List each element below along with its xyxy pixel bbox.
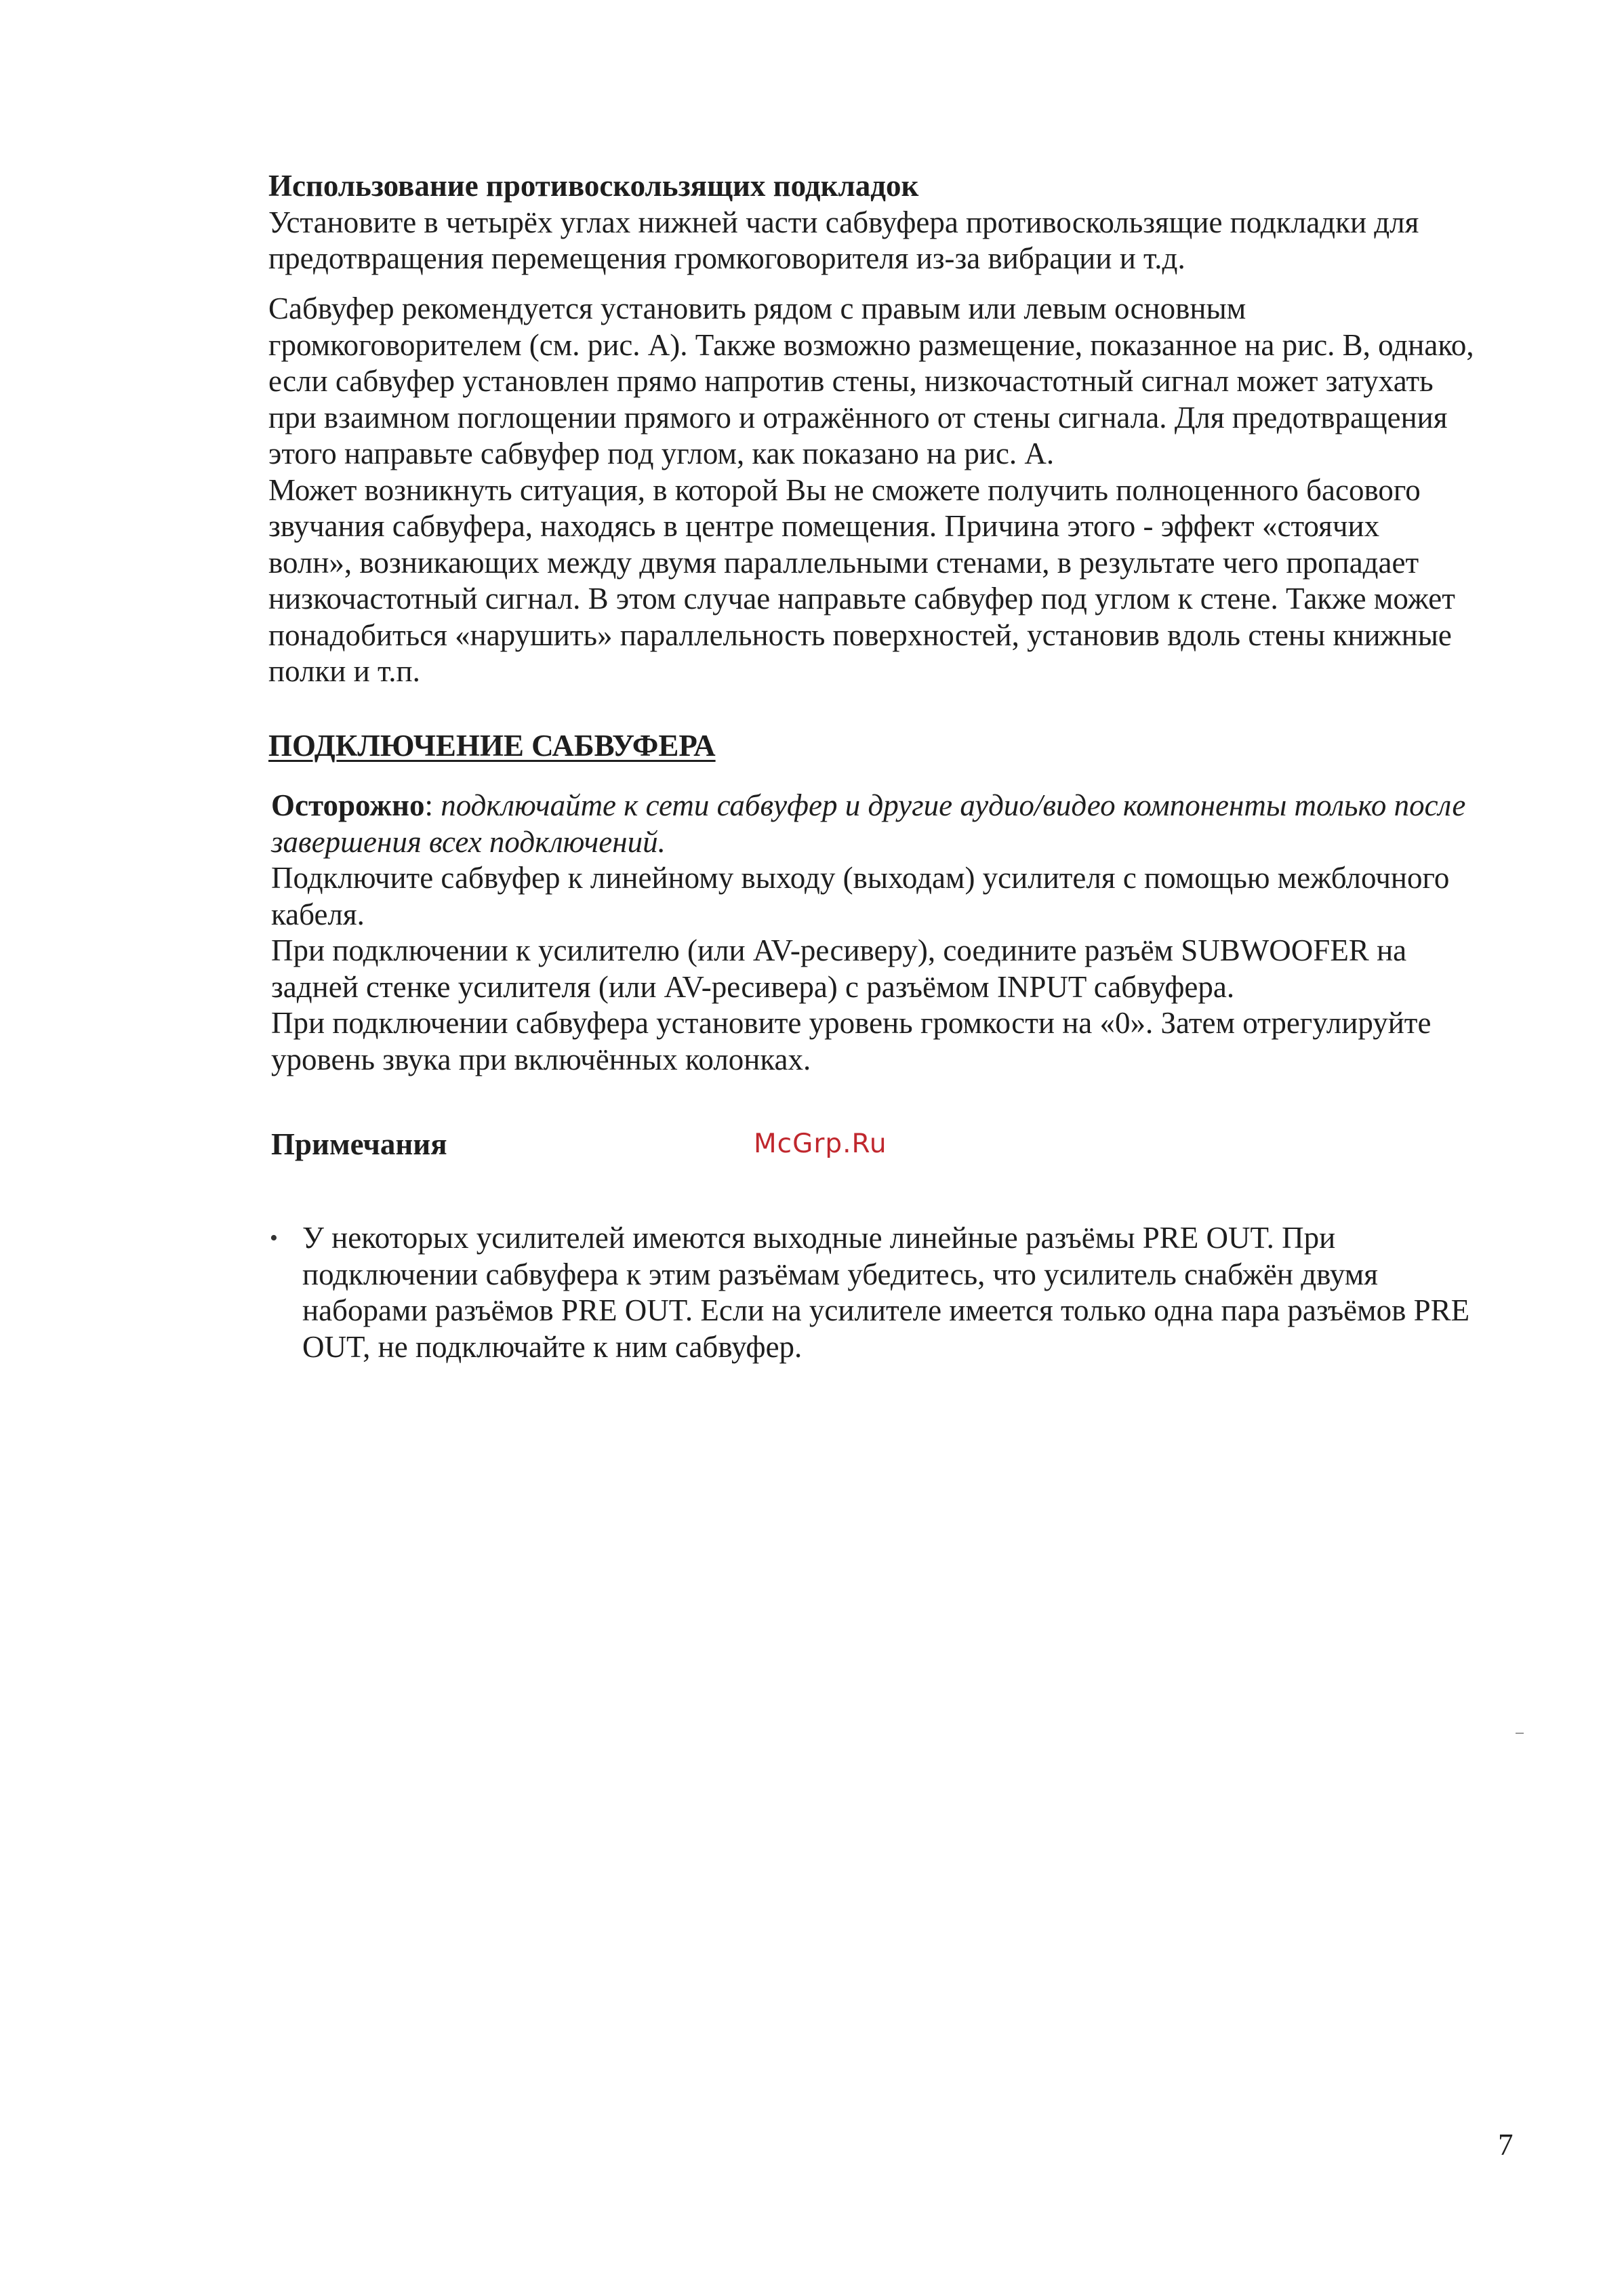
connection-section — [271, 788, 1532, 1078]
text-line: предотвращения перемещения громкоговорителя из-за вибрации и т.д. — [268, 241, 1185, 275]
text-line: Может возникнуть ситуация, в которой Вы не сможете получить полноценного басового — [268, 472, 1421, 507]
text-line: понадобиться «нарушить» параллельность поверхностей, установив вдоль стены книжные — [268, 618, 1452, 652]
text-line: низкочастотный сигнал. В этом случае направьте сабвуфер под углом к стене. Также может — [268, 582, 1455, 615]
text-line: при взаимном поглощении прямого и отражённого от стены сигнала. Для предотвращения — [268, 400, 1448, 435]
caution-text: подключайте к сети сабвуфер и другие аудио/видео компоненты только после — [441, 788, 1466, 822]
caution-colon: : — [424, 788, 441, 822]
text-line: волн», возникающих между двумя параллельными стенами, в результате чего пропадает — [268, 545, 1419, 580]
text-line: наборами разъёмов PRE OUT. Если на усилителе имеется только одна пара разъёмов PRE — [302, 1293, 1470, 1327]
text-line: задней стенке усилителя (или AV-ресивера) с разъёмом INPUT сабвуфера. — [271, 969, 1235, 1004]
text-line: этого направьте сабвуфер под углом, как показано на рис. А. — [268, 437, 1055, 470]
text-line: При подключении к усилителю (или AV-ресиверу), соедините разъём SUBWOOFER на — [271, 933, 1407, 967]
text-line: OUT, не подключайте к ним сабвуфер. — [302, 1329, 803, 1364]
text-line: полки и т.п. — [268, 654, 420, 688]
text-line: кабеля. — [271, 897, 365, 931]
notes-title: Примечания — [271, 1127, 447, 1161]
section-anti-slip — [268, 168, 1529, 277]
text-line: громкоговорителем (см. рис. А). Также возможно размещение, показанное на рис. В, однако, — [268, 327, 1474, 362]
scan-speck — [1516, 1733, 1524, 1734]
text-line: подключении сабвуфера к этим разъёмам убедитесь, что усилитель снабжён двумя — [302, 1257, 1378, 1291]
caution-text-continued: завершения всех подключений. — [271, 824, 666, 859]
text-line: Установите в четырёх углах нижней части сабвуфера противоскользящие подкладки для — [268, 205, 1419, 239]
text-line: уровень звука при включённых колонках. — [271, 1042, 811, 1076]
placement-paragraph — [268, 291, 1529, 690]
page-number: 7 — [1498, 2128, 1514, 2162]
caution-label: Осторожно — [271, 788, 425, 822]
caution-line — [271, 788, 1532, 824]
text-line: При подключении сабвуфера установите уровень громкости на «0». Затем отрегулируйте — [271, 1006, 1432, 1040]
text-line: Подключите сабвуфер к линейному выходу (выходам) усилителя с помощью межблочного — [271, 861, 1450, 895]
watermark-text: McGrp.Ru — [754, 1129, 887, 1159]
note-item — [302, 1220, 1529, 1365]
text-line: Сабвуфер рекомендуется установить рядом с правым или левым основным — [268, 291, 1246, 325]
text-line: звучания сабвуфера, находясь в центре помещения. Причина этого - эффект «стоячих — [268, 509, 1380, 543]
section-title: Использование противоскользящих подкладок — [268, 169, 919, 203]
section-heading-connection: ПОДКЛЮЧЕНИЕ САБВУФЕРА — [268, 729, 716, 763]
text-line: если сабвуфер установлен прямо напротив стены, низкочастотный сигнал может затухать — [268, 364, 1434, 398]
text-line: У некоторых усилителей имеются выходные линейные разъёмы PRE OUT. При — [302, 1221, 1336, 1255]
bullet-icon: • — [270, 1226, 278, 1251]
